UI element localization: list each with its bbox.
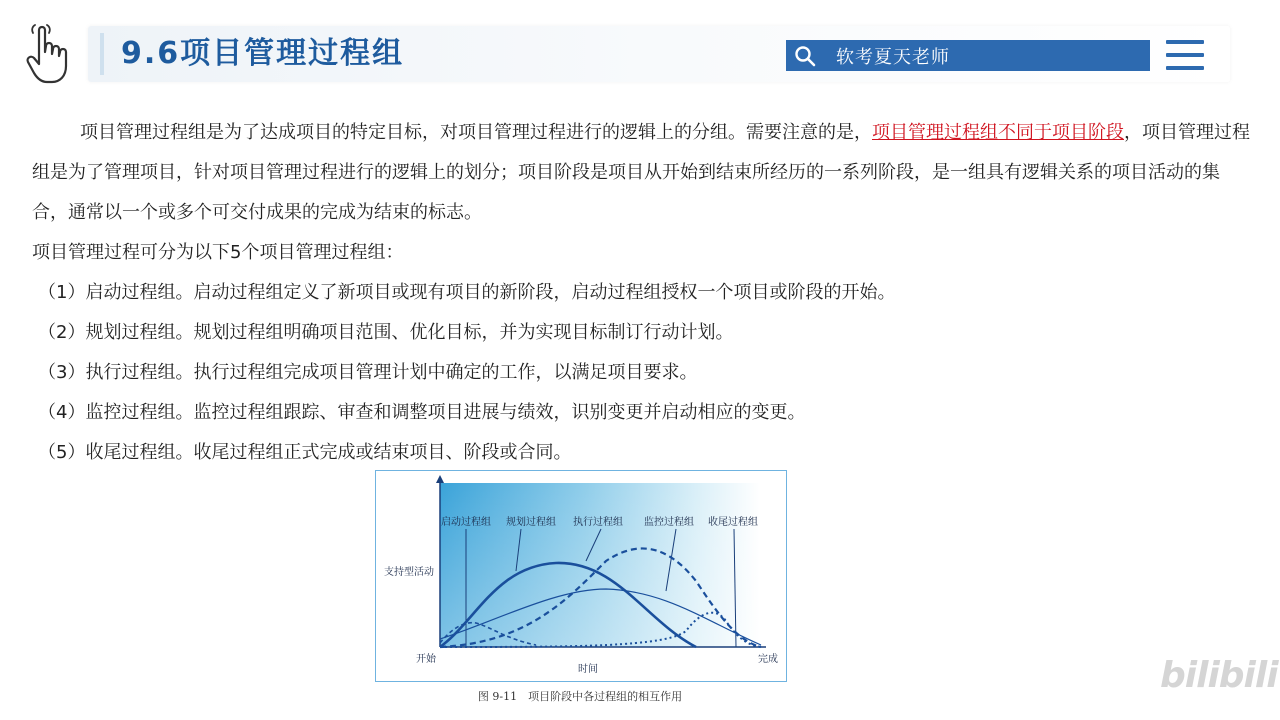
figure-caption: 图 9-11 项目阶段中各过程组的相互作用 xyxy=(477,690,683,703)
page-title: 9.6项目管理过程组 xyxy=(121,36,405,71)
bilibili-watermark: bilibili xyxy=(1160,655,1278,696)
label-planning: 规划过程组 xyxy=(506,517,556,528)
subheading: 项目管理过程可分为以下5个项目管理过程组： xyxy=(32,242,404,263)
list-item: （1）启动过程组。启动过程组定义了新项目或现有项目的新阶段，启动过程组授权一个项目或阶段的开始。 xyxy=(38,282,896,303)
search-icon xyxy=(794,45,816,67)
list-item: （4）监控过程组。监控过程组跟踪、审查和调整项目进展与绩效，识别变更并启动相应的变更。 xyxy=(38,402,806,423)
list-item: （5）收尾过程组。收尾过程组正式完成或结束项目、阶段或合同。 xyxy=(38,442,572,463)
label-initiating: 启动过程组 xyxy=(441,517,491,528)
hand-pointer-icon xyxy=(22,24,72,84)
intro-before: 项目管理过程组是为了达成项目的特定目标，对项目管理过程进行的逻辑上的分组。需要注意的是， xyxy=(80,122,872,143)
intro-highlight: 项目管理过程组不同于项目阶段 xyxy=(872,122,1124,143)
content xyxy=(32,113,1252,473)
title-accent xyxy=(100,33,104,75)
menu-icon[interactable] xyxy=(1166,40,1204,70)
menu-bar xyxy=(1166,53,1204,57)
label-closing: 收尾过程组 xyxy=(708,517,758,528)
label-monitoring: 监控过程组 xyxy=(644,517,694,528)
search-bar[interactable] xyxy=(786,40,1150,71)
list-item: （3）执行过程组。执行过程组完成项目管理计划中确定的工作，以满足项目要求。 xyxy=(38,362,698,383)
intro-after: ，项目管理过程组是为了管理项目，针对项目管理过程进行的逻辑上的划分；项目阶段是项目从开始到结束所经历的一系列阶段，是一组具有逻辑关系的项目活动的集合，通常以一个或多个可交付成果的完成为结束的标志。 xyxy=(32,122,1250,223)
x-end-label: 完成 xyxy=(758,654,778,665)
menu-bar xyxy=(1166,40,1204,44)
process-group-diagram xyxy=(376,471,786,681)
search-text: 软考夏天老师 xyxy=(836,46,950,68)
x-axis-label: 时间 xyxy=(578,664,598,675)
y-axis-label: 支持型活动 xyxy=(384,567,434,578)
list-item: （2）规划过程组。规划过程组明确项目范围、优化目标，并为实现目标制订行动计划。 xyxy=(38,322,734,343)
process-group-figure xyxy=(375,470,787,682)
label-executing: 执行过程组 xyxy=(573,517,623,528)
menu-bar xyxy=(1166,66,1204,70)
x-start-label: 开始 xyxy=(416,654,436,665)
intro-paragraph xyxy=(32,113,1252,233)
